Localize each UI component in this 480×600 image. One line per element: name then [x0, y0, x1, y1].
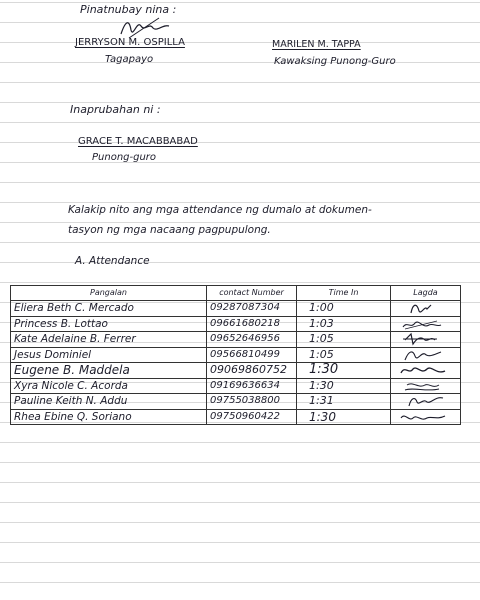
approver-role: Punong-guro — [92, 152, 157, 163]
row-name: Princess B. Lottao — [11, 316, 207, 332]
table-row — [11, 363, 461, 379]
row-signature — [391, 347, 461, 363]
row-contact: 09652646956 — [207, 332, 297, 348]
row-contact: 09169636634 — [207, 378, 297, 394]
signatory-1-role: Tagapayo — [105, 54, 154, 65]
header-contact: contact Number — [207, 286, 297, 301]
row-signature — [391, 394, 461, 410]
prepared-by-label: Pinatnubay nina : — [80, 3, 177, 16]
row-signature — [391, 409, 461, 425]
row-name: Kate Adelaine B. Ferrer — [11, 332, 207, 348]
row-signature — [391, 316, 461, 332]
row-contact: 09287087304 — [207, 301, 297, 317]
table-row — [11, 347, 461, 363]
approver-name: GRACE T. MACABBABAD — [78, 136, 198, 147]
row-signature — [391, 363, 461, 379]
row-contact: 09661680218 — [207, 316, 297, 332]
signature-scribble — [391, 363, 455, 377]
header-name: Pangalan — [11, 286, 207, 301]
row-time-in: 1:31 — [297, 394, 391, 410]
table-row — [11, 409, 461, 425]
attendance-table — [10, 285, 461, 425]
approved-by-label: Inaprubahan ni : — [70, 103, 161, 116]
table-header-row — [11, 286, 461, 301]
row-name: Eugene B. Maddela — [11, 363, 207, 379]
row-name: Jesus Dominiel — [11, 347, 207, 363]
row-signature — [391, 378, 461, 394]
row-contact: 09566810499 — [207, 347, 297, 363]
signature-scribble — [391, 348, 455, 362]
row-name: Rhea Ebine Q. Soriano — [11, 409, 207, 425]
row-time-in: 1:00 — [297, 301, 391, 317]
paragraph-line-1: Kalakip nito ang mga attendance ng dumalo at dokumen- — [68, 204, 372, 216]
signatory-1-name: JERRYSON M. OSPILLA — [75, 37, 185, 48]
signatory-2-role: Kawaksing Punong-Guro — [274, 56, 396, 67]
row-time-in: 1:30 — [297, 409, 391, 425]
header-time-in: Time In — [297, 286, 391, 301]
row-signature — [391, 301, 461, 317]
row-contact: 09069860752 — [207, 363, 297, 379]
table-row — [11, 301, 461, 317]
row-contact: 09750960422 — [207, 409, 297, 425]
section-heading: A. Attendance — [75, 255, 150, 267]
table-row — [11, 332, 461, 348]
row-name: Eliera Beth C. Mercado — [11, 301, 207, 317]
signature-scribble — [391, 379, 455, 393]
table-row — [11, 394, 461, 410]
row-name: Xyra Nicole C. Acorda — [11, 378, 207, 394]
table-row — [11, 316, 461, 332]
row-time-in: 1:30 — [297, 363, 391, 379]
table-row — [11, 378, 461, 394]
row-time-in: 1:03 — [297, 316, 391, 332]
row-contact: 09755038800 — [207, 394, 297, 410]
signature-scribble — [391, 301, 455, 315]
paragraph-line-2: tasyon ng mga nacaang pagpupulong. — [68, 224, 271, 236]
signature-scribble — [391, 410, 455, 424]
row-time-in: 1:05 — [297, 347, 391, 363]
signature-scribble — [391, 317, 455, 331]
adviser-signature — [115, 12, 175, 40]
signatory-2-name: MARILEN M. TAPPA — [272, 39, 361, 50]
signature-scribble — [391, 394, 455, 408]
row-name: Pauline Keith N. Addu — [11, 394, 207, 410]
row-signature — [391, 332, 461, 348]
signature-scribble — [391, 332, 455, 346]
row-time-in: 1:30 — [297, 378, 391, 394]
header-signature: Lagda — [391, 286, 461, 301]
row-time-in: 1:05 — [297, 332, 391, 348]
